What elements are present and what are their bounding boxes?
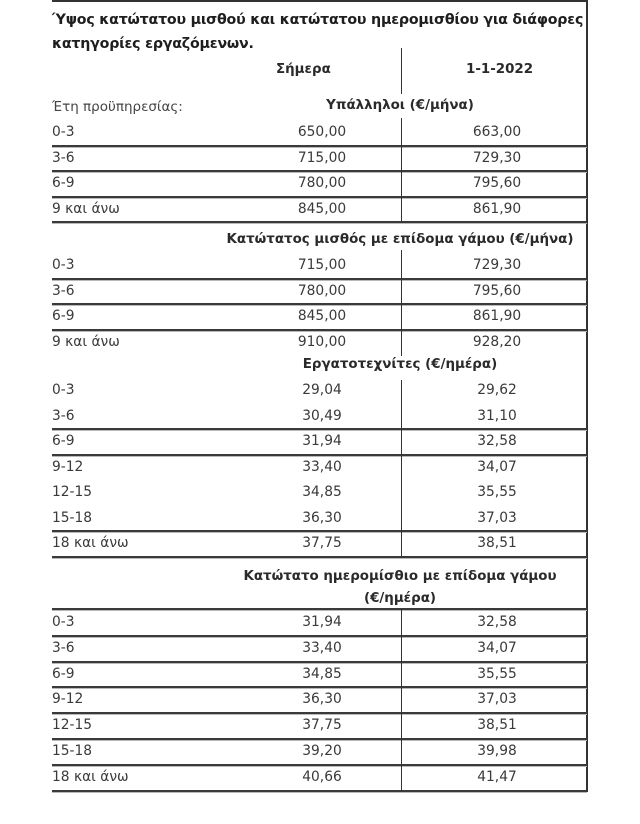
column-header-today: Σήμερα [276,62,331,77]
future-value-cell: 729,30 [472,257,522,273]
table-row [52,305,587,330]
today-value-cell: 34,85 [302,484,342,500]
column-divider [401,118,402,223]
table-row [52,637,587,662]
title-line-2: κατηγορίες εργαζόμενων. [52,36,254,52]
table-row [52,611,587,636]
today-value-cell: 845,00 [297,200,347,217]
years-cell: 9 και άνω [52,333,120,350]
future-value-cell: 729,30 [472,149,522,166]
years-cell: 3-6 [52,407,75,424]
table-row [52,740,587,765]
years-cell: 0-3 [52,257,75,273]
table-row [52,532,587,557]
table-row [52,714,587,739]
future-value-cell: 795,60 [472,282,522,299]
today-value-cell: 780,00 [297,175,347,191]
table-row [52,766,587,791]
years-cell: 0-3 [52,614,75,630]
today-value-cell: 31,94 [302,614,342,630]
row-divider [52,790,587,792]
today-value-cell: 780,00 [297,282,347,299]
today-value-cell: 650,00 [297,124,347,140]
future-value-cell: 29,62 [477,382,517,398]
column-header-future: 1-1-2022 [466,62,534,77]
future-value-cell: 34,07 [477,639,517,656]
section-title-workers: Εργατοτεχνίτες (€/ημέρα) [302,357,498,372]
section-title-line-2: (€/ημέρα) [363,591,437,606]
document-title [52,8,587,56]
today-value-cell: 36,30 [302,691,342,708]
future-value-cell: 861,90 [472,308,522,324]
today-value-cell: 40,66 [302,768,342,785]
section-top-divider [52,608,587,610]
table-row [52,507,587,532]
years-of-service-label: Έτη προϋπηρεσίας: [52,99,183,115]
table-row [52,331,587,356]
table-row [52,198,587,223]
years-cell: 15-18 [52,509,93,526]
future-value-cell: 861,90 [472,200,522,217]
years-cell: 6-9 [52,175,75,191]
years-cell: 15-18 [52,743,93,759]
years-cell: 3-6 [52,149,75,166]
section-title-workers-married [220,566,580,610]
future-value-cell: 32,58 [477,433,517,449]
table-row [52,430,587,455]
table-row [52,405,587,430]
today-value-cell: 30,49 [302,407,342,424]
future-value-cell: 38,51 [477,535,517,551]
years-cell: 9 και άνω [52,200,120,217]
table-row [52,663,587,688]
future-value-cell: 37,03 [477,509,517,526]
column-divider [401,380,402,558]
table-row [52,121,587,146]
future-value-cell: 39,98 [477,743,517,759]
future-value-cell: 795,60 [472,175,522,191]
today-value-cell: 845,00 [297,308,347,324]
column-divider [401,609,402,792]
future-value-cell: 928,20 [472,333,522,350]
table-top-border [52,0,588,2]
row-divider [52,556,587,558]
section-title-employees: Υπάλληλοι (€/μήνα) [326,98,474,113]
today-value-cell: 36,30 [302,509,342,526]
future-value-cell: 663,00 [472,124,522,140]
years-cell: 12-15 [52,484,93,500]
table-row [52,172,587,197]
years-cell: 18 και άνω [52,535,129,551]
future-value-cell: 37,03 [477,691,517,708]
row-divider [52,221,587,223]
today-value-cell: 910,00 [297,333,347,350]
years-cell: 12-15 [52,717,93,734]
today-value-cell: 33,40 [302,458,342,475]
table-row [52,456,587,481]
today-value-cell: 37,75 [302,535,342,551]
today-value-cell: 31,94 [302,433,342,449]
today-value-cell: 33,40 [302,639,342,656]
years-cell: 18 και άνω [52,768,129,785]
years-cell: 3-6 [52,639,75,656]
years-cell: 3-6 [52,282,75,299]
future-value-cell: 31,10 [477,407,517,424]
today-value-cell: 715,00 [297,257,347,273]
future-value-cell: 32,58 [477,614,517,630]
years-cell: 0-3 [52,382,75,398]
table-row [52,254,587,279]
table-row [52,147,587,172]
future-value-cell: 41,47 [477,768,517,785]
table-row [52,379,587,404]
today-value-cell: 34,85 [302,665,342,682]
years-cell: 6-9 [52,433,75,449]
header-vertical-divider [401,48,402,94]
today-value-cell: 39,20 [302,743,342,759]
table-row [52,280,587,305]
table-row [52,688,587,713]
years-cell: 9-12 [52,691,84,708]
column-divider [401,250,402,356]
future-value-cell: 35,55 [477,484,517,500]
years-cell: 9-12 [52,458,84,475]
future-value-cell: 34,07 [477,458,517,475]
years-cell: 6-9 [52,665,75,682]
years-cell: 0-3 [52,124,75,140]
today-value-cell: 29,04 [302,382,342,398]
today-value-cell: 715,00 [297,149,347,166]
section-title-line-1: Κατώτατο ημερομίσθιο με επίδομα γάμου [243,569,557,584]
future-value-cell: 38,51 [477,717,517,734]
years-cell: 6-9 [52,308,75,324]
today-value-cell: 37,75 [302,717,342,734]
section-title-employees-married: Κατώτατος μισθός με επίδομα γάμου (€/μήνα) [226,232,574,247]
table-row [52,481,587,506]
title-line-1: Ύψος κατώτατου μισθού και κατώτατου ημερομισθίου για διάφορες [52,12,584,28]
future-value-cell: 35,55 [477,665,517,682]
